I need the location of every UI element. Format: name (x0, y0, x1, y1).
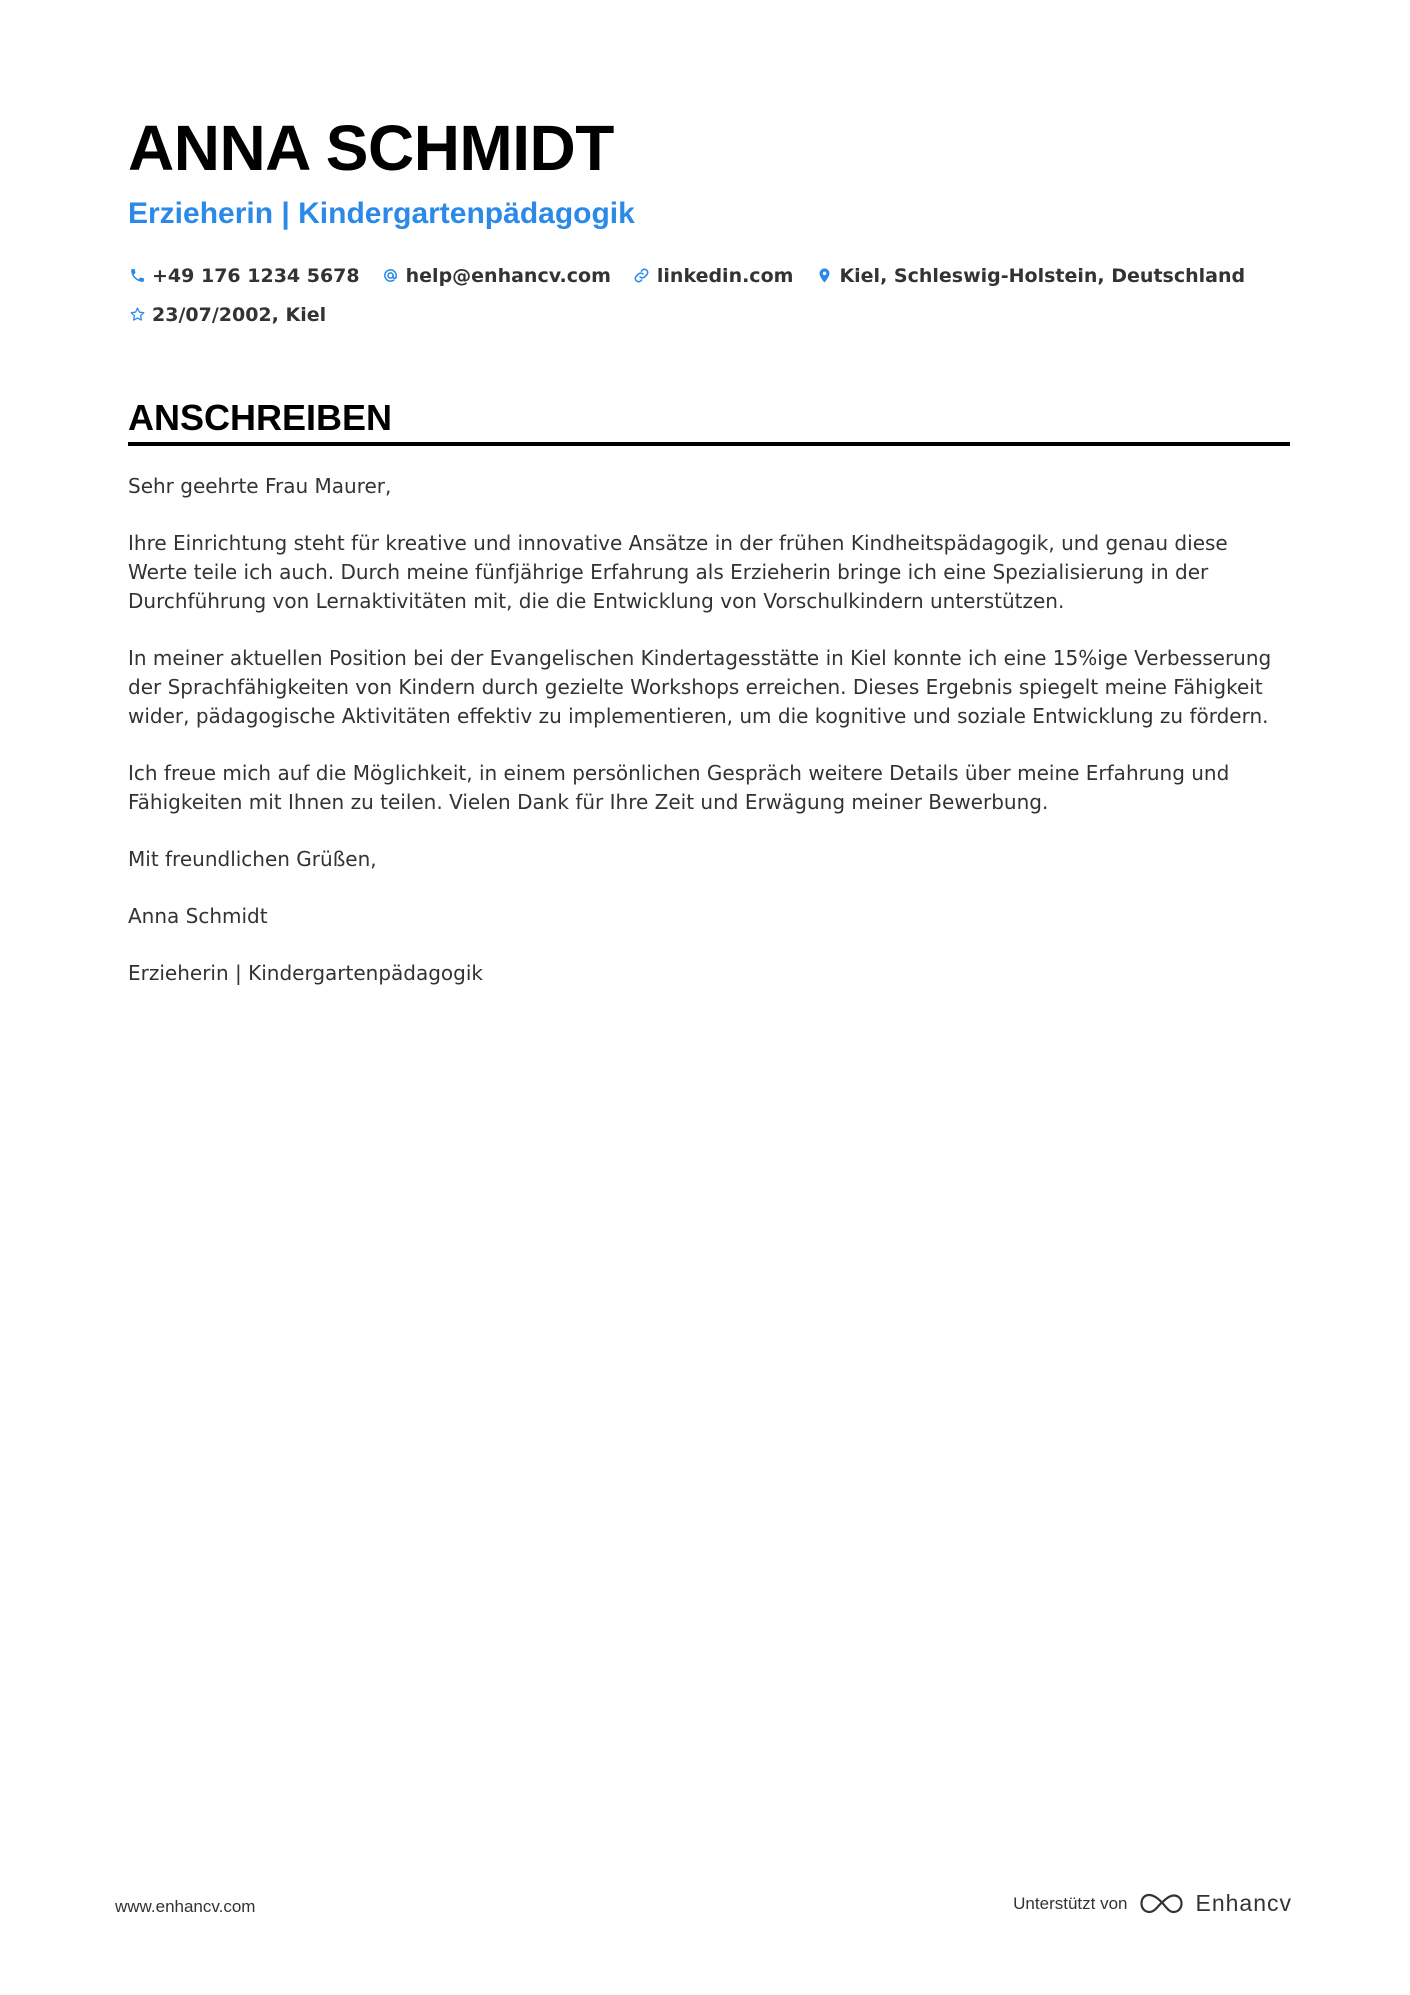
contact-location-text: Kiel, Schleswig-Holstein, Deutschland (839, 264, 1246, 287)
enhancv-logo-icon (1139, 1891, 1185, 1917)
cover-letter (128, 110, 1290, 1016)
section-divider (128, 442, 1290, 446)
letter-paragraph-1: Ihre Einrichtung steht für kreative und innovative Ansätze in der frühen Kindheitspädagogik, und genau diese Werte teile ich auch. Durch meine fünfjährige Erfahrung als Erzieherin bringe ich eine Spezialisierung in der Durchführung von Lernaktivitäten mit, die die Entwicklung von Vorschulkindern unterstützen. (128, 531, 1228, 613)
at-icon (382, 267, 400, 285)
contact-info (128, 256, 1290, 334)
letter-paragraph-3: Ich freue mich auf die Möglichkeit, in einem persönlichen Gespräch weitere Details über meine Erfahrung und Fähigkeiten mit Ihnen zu teilen. Vielen Dank für Ihre Zeit und Erwägung meiner Bewerbung. (128, 761, 1230, 814)
contact-birth-text: 23/07/2002, Kiel (152, 303, 327, 326)
location-pin-icon (815, 267, 833, 285)
footer-powered-by: Unterstützt von (1013, 1893, 1128, 1913)
letter-body (128, 472, 1290, 988)
link-icon (633, 267, 651, 285)
letter-section (128, 396, 1290, 988)
contact-email[interactable] (382, 256, 611, 295)
letter-signature-name: Anna Schmidt (128, 904, 268, 928)
phone-icon (128, 267, 146, 285)
applicant-role: Erzieherin | Kindergartenpädagogik (128, 197, 635, 230)
contact-phone[interactable] (128, 256, 360, 295)
contact-location (815, 256, 1245, 295)
contact-birth (128, 295, 326, 334)
contact-linkedin-text: linkedin.com (656, 264, 794, 287)
letter-paragraph-2: In meiner aktuellen Position bei der Evangelischen Kindertagesstätte in Kiel konnte ich eine 15%ige Verbesserung der Sprachfähigkeiten von Kindern durch gezielte Workshops erreichen. Dieses Ergebnis spiegelt meine Fähigkeit wider, pädagogische Aktivitäten effektiv zu implementieren, um die kognitive und soziale Entwicklung zu fördern. (128, 646, 1272, 728)
contact-email-text: help@enhancv.com (405, 264, 611, 287)
applicant-name: ANNA SCHMIDT (128, 112, 614, 184)
star-icon (128, 306, 146, 324)
section-title: ANSCHREIBEN (128, 397, 393, 438)
footer-website[interactable]: www.enhancv.com (115, 1897, 256, 1916)
footer-brand[interactable]: Enhancv (1195, 1890, 1292, 1916)
footer-branding (1013, 1890, 1292, 1917)
letter-signature-role: Erzieherin | Kindergartenpädagogik (128, 961, 483, 985)
contact-linkedin[interactable] (633, 256, 794, 295)
contact-phone-text: +49 176 1234 5678 (152, 264, 360, 287)
letter-closing: Mit freundlichen Grüßen, (128, 847, 377, 871)
letter-salutation: Sehr geehrte Frau Maurer, (128, 474, 392, 498)
